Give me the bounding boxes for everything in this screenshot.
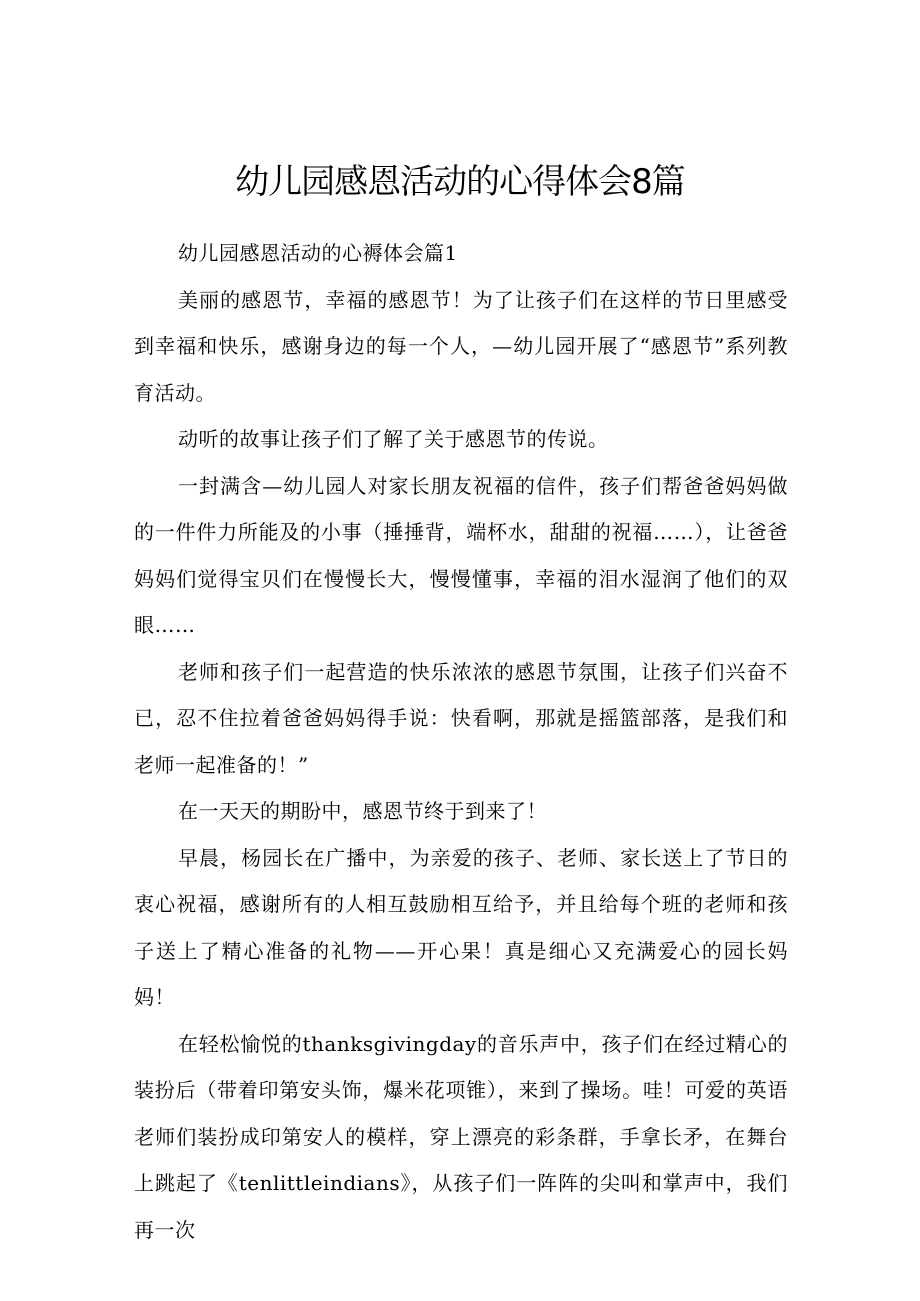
document-body: [134, 230, 788, 1253]
paragraph-6: 早晨，杨园长在广播中，为亲爱的孩子、老师、家长送上了节日的衷心祝福，感谢所有的人相互鼓励相互给予，并且给每个班的老师和孩子送上了精心准备的礼物——开心果！真是细心又充满爱心的园长妈妈！: [134, 845, 788, 1009]
paragraph-5: 在一天天的期盼中，感恩节终于到来了！: [178, 799, 547, 823]
section-heading: 幼儿园感恩活动的心褥体会篇1: [178, 241, 458, 265]
paragraph-3: 一封满含—幼儿园人对家长朋友祝福的信件，孩子们帮爸爸妈妈做的一件件力所能及的小事（捶捶背，端杯水，甜甜的祝福……），让爸爸妈妈们觉得宝贝们在慢慢长大，慢慢懂事，幸福的泪水湿润了他们的双眼……: [134, 473, 788, 637]
paragraph-7: 在轻松愉悦的thanksgivingday的音乐声中，孩子们在经过精心的装扮后（带着印第安头饰，爆米花项锥），来到了操场。哇！可爱的英语老师们装扮成印第安人的模样，穿上漂亮的彩条群，手拿长矛，在舞台上跳起了《tenlittleindians》，从孩子们一阵阵的尖叫和掌声中，我们再一次: [134, 1031, 788, 1242]
paragraph-2: 动听的故事让孩子们了解了关于感恩节的传说。: [178, 427, 609, 451]
document-title: 幼儿园感恩活动的心得体会8篇: [235, 162, 685, 202]
paragraph-4: 老师和孩子们一起营造的快乐浓浓的感恩节氛围，让孩子们兴奋不已，忍不住拉着爸爸妈妈得手说：快看啊，那就是摇篮部落，是我们和老师一起准备的！”: [134, 659, 788, 777]
paragraph-1: 美丽的感恩节，幸福的感恩节！为了让孩子们在这样的节日里感受到幸福和快乐，感谢身边的每一个人，—幼儿园开展了“感恩节”系列教育活动。: [134, 287, 788, 405]
